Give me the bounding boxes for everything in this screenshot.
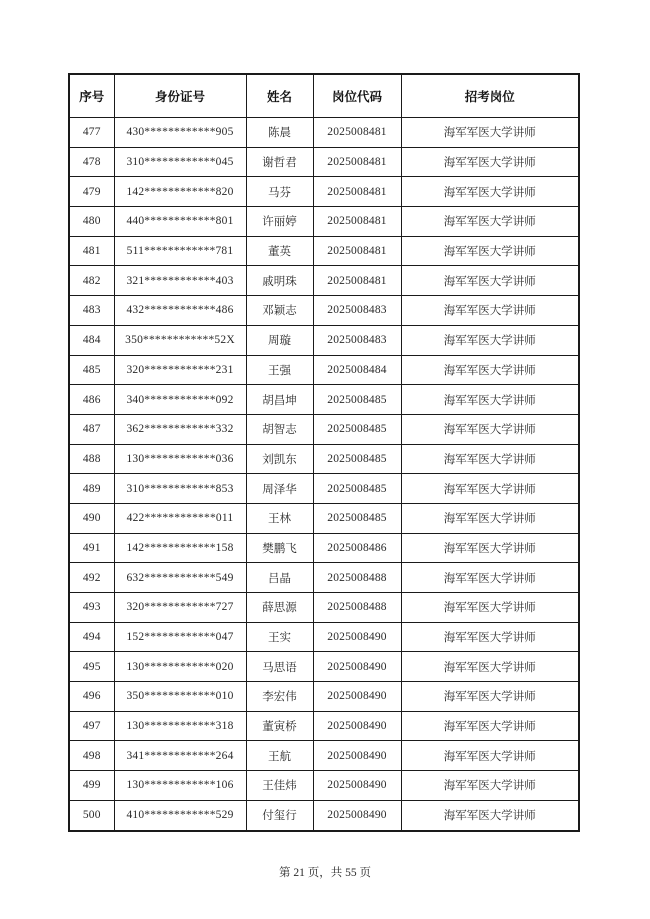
cell-position: 海军军医大学讲师	[401, 444, 579, 474]
cell-id_masked: 142************158	[114, 533, 246, 563]
cell-seq: 491	[69, 533, 114, 563]
cell-position: 海军军医大学讲师	[401, 563, 579, 593]
cell-position: 海军军医大学讲师	[401, 593, 579, 623]
cell-position: 海军军医大学讲师	[401, 236, 579, 266]
table-row	[69, 147, 579, 177]
cell-seq: 488	[69, 444, 114, 474]
cell-job_code: 2025008485	[313, 474, 401, 504]
cell-position: 海军军医大学讲师	[401, 652, 579, 682]
table-row	[69, 682, 579, 712]
cell-seq: 499	[69, 771, 114, 801]
cell-name: 王航	[246, 741, 313, 771]
cell-job_code: 2025008485	[313, 503, 401, 533]
cell-name: 许丽婷	[246, 207, 313, 237]
table-row	[69, 711, 579, 741]
table-row	[69, 563, 579, 593]
cell-seq: 500	[69, 800, 114, 830]
cell-name: 李宏伟	[246, 682, 313, 712]
cell-id_masked: 310************045	[114, 147, 246, 177]
table-row	[69, 177, 579, 207]
cell-name: 付玺行	[246, 800, 313, 830]
cell-job_code: 2025008490	[313, 711, 401, 741]
cell-name: 董英	[246, 236, 313, 266]
cell-job_code: 2025008481	[313, 236, 401, 266]
cell-position: 海军军医大学讲师	[401, 207, 579, 237]
cell-seq: 478	[69, 147, 114, 177]
cell-seq: 494	[69, 622, 114, 652]
cell-id_masked: 341************264	[114, 741, 246, 771]
cell-seq: 481	[69, 236, 114, 266]
column-header-name: 姓名	[246, 74, 313, 118]
cell-id_masked: 410************529	[114, 800, 246, 830]
cell-id_masked: 321************403	[114, 266, 246, 296]
header-row	[69, 74, 579, 118]
cell-name: 胡智志	[246, 414, 313, 444]
cell-seq: 492	[69, 563, 114, 593]
table-row	[69, 296, 579, 326]
cell-job_code: 2025008488	[313, 593, 401, 623]
cell-position: 海军军医大学讲师	[401, 177, 579, 207]
cell-name: 陈晨	[246, 118, 313, 148]
column-header-job-code: 岗位代码	[313, 74, 401, 118]
cell-job_code: 2025008481	[313, 207, 401, 237]
table-row	[69, 118, 579, 148]
table-row	[69, 266, 579, 296]
cell-job_code: 2025008490	[313, 682, 401, 712]
cell-position: 海军军医大学讲师	[401, 266, 579, 296]
cell-seq: 498	[69, 741, 114, 771]
cell-position: 海军军医大学讲师	[401, 385, 579, 415]
table-row	[69, 593, 579, 623]
cell-seq: 477	[69, 118, 114, 148]
cell-id_masked: 130************106	[114, 771, 246, 801]
table-row	[69, 385, 579, 415]
cell-position: 海军军医大学讲师	[401, 325, 579, 355]
cell-name: 周璇	[246, 325, 313, 355]
cell-name: 樊鹏飞	[246, 533, 313, 563]
cell-seq: 496	[69, 682, 114, 712]
column-header-position: 招考岗位	[401, 74, 579, 118]
cell-job_code: 2025008483	[313, 325, 401, 355]
cell-id_masked: 362************332	[114, 414, 246, 444]
cell-id_masked: 152************047	[114, 622, 246, 652]
cell-seq: 486	[69, 385, 114, 415]
cell-job_code: 2025008481	[313, 266, 401, 296]
cell-name: 马思语	[246, 652, 313, 682]
cell-job_code: 2025008485	[313, 385, 401, 415]
cell-name: 吕晶	[246, 563, 313, 593]
cell-name: 董寅桥	[246, 711, 313, 741]
page-footer: 第 21 页，共 55 页	[279, 867, 371, 879]
cell-id_masked: 320************727	[114, 593, 246, 623]
cell-position: 海军军医大学讲师	[401, 711, 579, 741]
table-row	[69, 741, 579, 771]
cell-id_masked: 632************549	[114, 563, 246, 593]
cell-position: 海军军医大学讲师	[401, 296, 579, 326]
table-row	[69, 652, 579, 682]
cell-id_masked: 310************853	[114, 474, 246, 504]
cell-id_masked: 320************231	[114, 355, 246, 385]
table-row	[69, 771, 579, 801]
cell-position: 海军军医大学讲师	[401, 355, 579, 385]
cell-job_code: 2025008490	[313, 622, 401, 652]
cell-seq: 489	[69, 474, 114, 504]
table-header	[69, 74, 579, 118]
cell-name: 王实	[246, 622, 313, 652]
cell-seq: 480	[69, 207, 114, 237]
cell-job_code: 2025008490	[313, 652, 401, 682]
cell-name: 刘凯东	[246, 444, 313, 474]
cell-name: 王佳炜	[246, 771, 313, 801]
cell-job_code: 2025008488	[313, 563, 401, 593]
cell-id_masked: 430************905	[114, 118, 246, 148]
table-row	[69, 503, 579, 533]
cell-job_code: 2025008486	[313, 533, 401, 563]
cell-job_code: 2025008485	[313, 444, 401, 474]
table-row	[69, 414, 579, 444]
table-row	[69, 474, 579, 504]
applicant-table	[68, 73, 580, 832]
cell-id_masked: 350************52X	[114, 325, 246, 355]
cell-position: 海军军医大学讲师	[401, 622, 579, 652]
cell-position: 海军军医大学讲师	[401, 682, 579, 712]
cell-position: 海军军医大学讲师	[401, 474, 579, 504]
cell-seq: 479	[69, 177, 114, 207]
cell-id_masked: 511************781	[114, 236, 246, 266]
table-row	[69, 355, 579, 385]
cell-job_code: 2025008485	[313, 414, 401, 444]
cell-job_code: 2025008481	[313, 118, 401, 148]
cell-id_masked: 422************011	[114, 503, 246, 533]
cell-position: 海军军医大学讲师	[401, 414, 579, 444]
table-row	[69, 236, 579, 266]
cell-seq: 493	[69, 593, 114, 623]
cell-name: 王林	[246, 503, 313, 533]
table-row	[69, 622, 579, 652]
cell-id_masked: 432************486	[114, 296, 246, 326]
cell-seq: 487	[69, 414, 114, 444]
cell-name: 薛思源	[246, 593, 313, 623]
cell-job_code: 2025008484	[313, 355, 401, 385]
cell-job_code: 2025008483	[313, 296, 401, 326]
cell-name: 谢哲君	[246, 147, 313, 177]
cell-seq: 497	[69, 711, 114, 741]
table-row	[69, 800, 579, 830]
cell-id_masked: 130************318	[114, 711, 246, 741]
cell-position: 海军军医大学讲师	[401, 503, 579, 533]
cell-id_masked: 350************010	[114, 682, 246, 712]
column-header-seq: 序号	[69, 74, 114, 118]
table-row	[69, 207, 579, 237]
cell-job_code: 2025008490	[313, 800, 401, 830]
table-body	[69, 118, 579, 831]
cell-position: 海军军医大学讲师	[401, 800, 579, 830]
column-header-id: 身份证号	[114, 74, 246, 118]
cell-name: 周泽华	[246, 474, 313, 504]
cell-name: 王强	[246, 355, 313, 385]
cell-seq: 484	[69, 325, 114, 355]
cell-name: 马芬	[246, 177, 313, 207]
cell-position: 海军军医大学讲师	[401, 533, 579, 563]
cell-name: 邓颖志	[246, 296, 313, 326]
cell-job_code: 2025008490	[313, 771, 401, 801]
cell-job_code: 2025008481	[313, 177, 401, 207]
cell-id_masked: 130************036	[114, 444, 246, 474]
cell-name: 胡昌坤	[246, 385, 313, 415]
cell-id_masked: 142************820	[114, 177, 246, 207]
cell-position: 海军军医大学讲师	[401, 771, 579, 801]
cell-job_code: 2025008481	[313, 147, 401, 177]
table-row	[69, 444, 579, 474]
table-row	[69, 325, 579, 355]
cell-seq: 483	[69, 296, 114, 326]
cell-seq: 495	[69, 652, 114, 682]
cell-position: 海军军医大学讲师	[401, 118, 579, 148]
cell-job_code: 2025008490	[313, 741, 401, 771]
table-row	[69, 533, 579, 563]
cell-position: 海军军医大学讲师	[401, 741, 579, 771]
cell-seq: 490	[69, 503, 114, 533]
cell-name: 戚明珠	[246, 266, 313, 296]
cell-id_masked: 340************092	[114, 385, 246, 415]
cell-seq: 482	[69, 266, 114, 296]
cell-id_masked: 130************020	[114, 652, 246, 682]
cell-position: 海军军医大学讲师	[401, 147, 579, 177]
cell-id_masked: 440************801	[114, 207, 246, 237]
cell-seq: 485	[69, 355, 114, 385]
